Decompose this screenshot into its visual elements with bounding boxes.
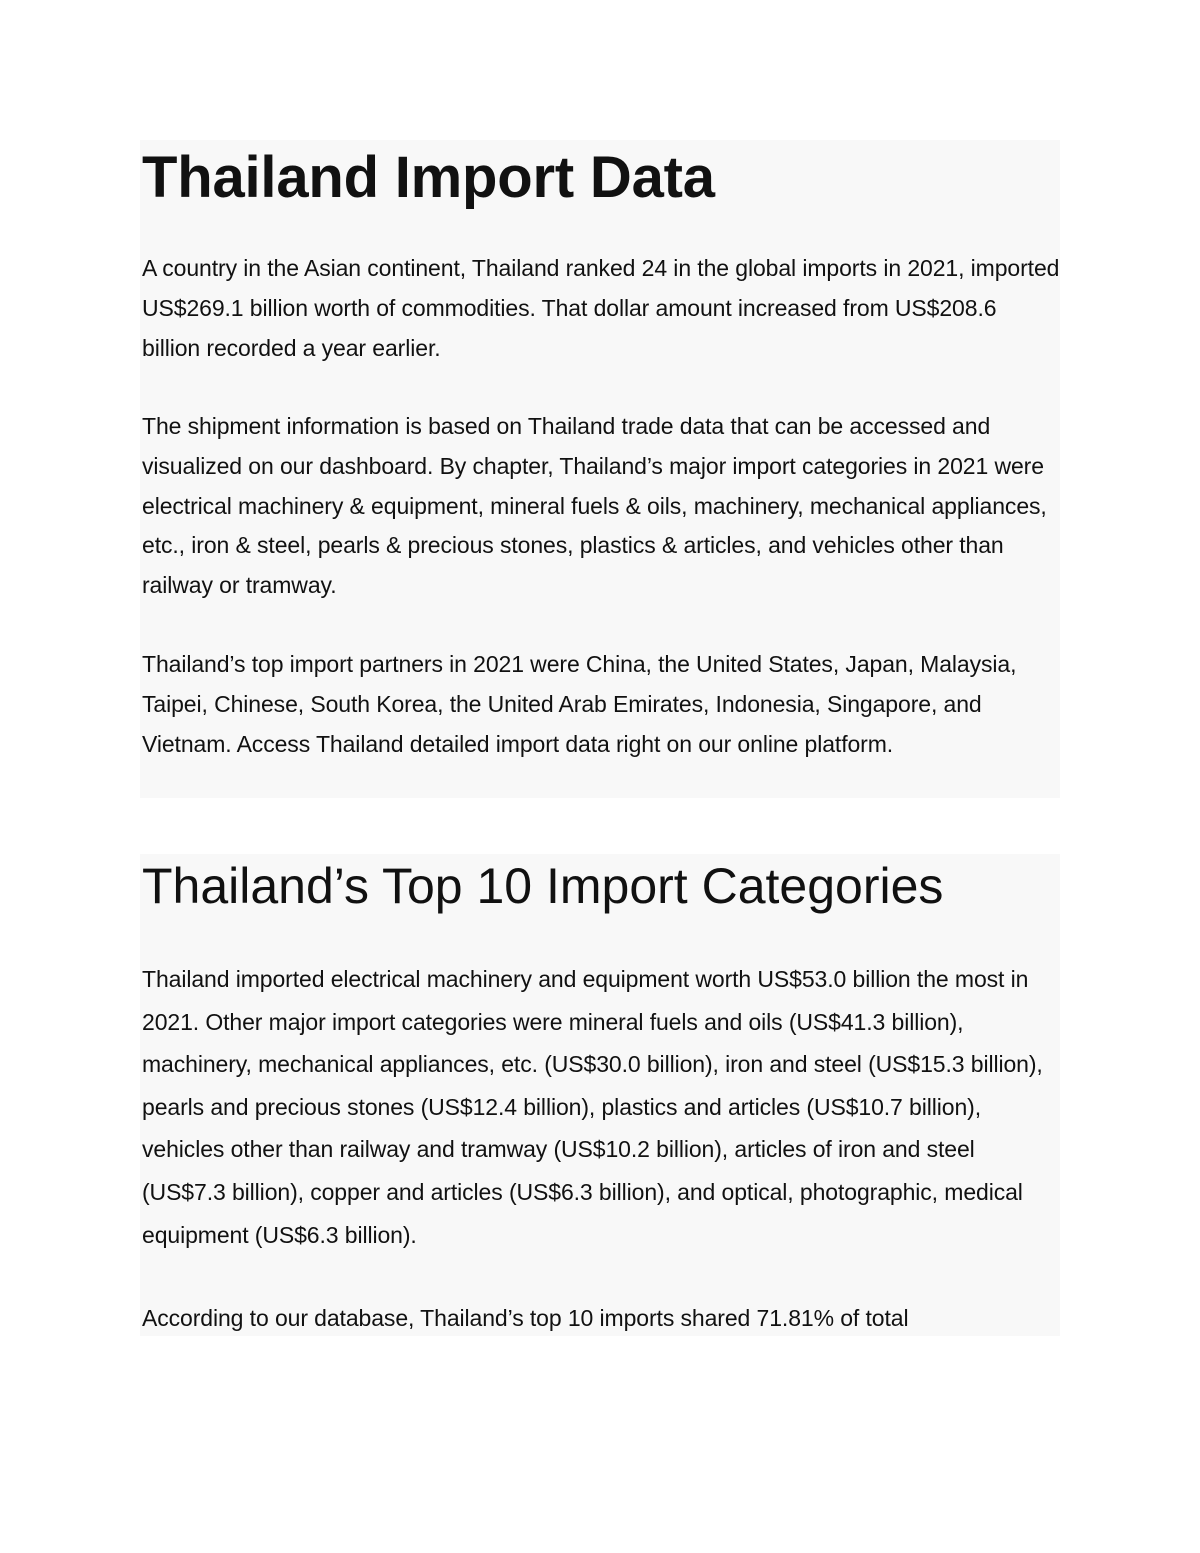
section-heading: Thailand’s Top 10 Import Categories xyxy=(142,858,944,914)
page-title: Thailand Import Data xyxy=(142,145,715,210)
paragraph-top-categories: Thailand imported electrical machinery and equipment worth US$53.0 billion the most in 2021. Other major import categories were mineral fuels and oils (US$41.3 billion), machinery, mechanical appliances, etc. (US$30.0 billion), iron and steel (US$15.3 billion), pearls and precious stones (US$12.4 billion), plastics and articles (US$10.7 billion), vehicles other than railway and tramway (US$10.2 billion), articles of iron and steel (US$7.3 billion), copper and articles (US$6.3 billion), and optical, photographic, medical equipment (US$6.3 billion). xyxy=(142,966,1043,1248)
paragraph-import-partners: Thailand’s top import partners in 2021 were China, the United States, Japan, Malaysia, Taipei, Chinese, South Korea, the United Arab Emirates, Indonesia, Singapore, and Vietnam. Access Thailand detailed import data right on our online platform. xyxy=(142,651,1017,757)
paragraph-top-10-share: According to our database, Thailand’s top 10 imports shared 71.81% of total xyxy=(142,1305,909,1331)
section-import-data xyxy=(140,140,1060,798)
paragraph-import-categories: The shipment information is based on Thailand trade data that can be accessed and visualized on our dashboard. By chapter, Thailand’s major import categories in 2021 were electrical machinery & equipment, mineral fuels & oils, machinery, mechanical appliances, etc., iron & steel, pearls & precious stones, plastics & articles, and vehicles other than railway or tramway. xyxy=(142,413,1047,599)
paragraph-import-overview: A country in the Asian continent, Thailand ranked 24 in the global imports in 2021, imported US$269.1 billion worth of commodities. That dollar amount increased from US$208.6 billion recorded a year earlier. xyxy=(142,255,1060,361)
section-top-import-categories xyxy=(140,854,1060,1336)
